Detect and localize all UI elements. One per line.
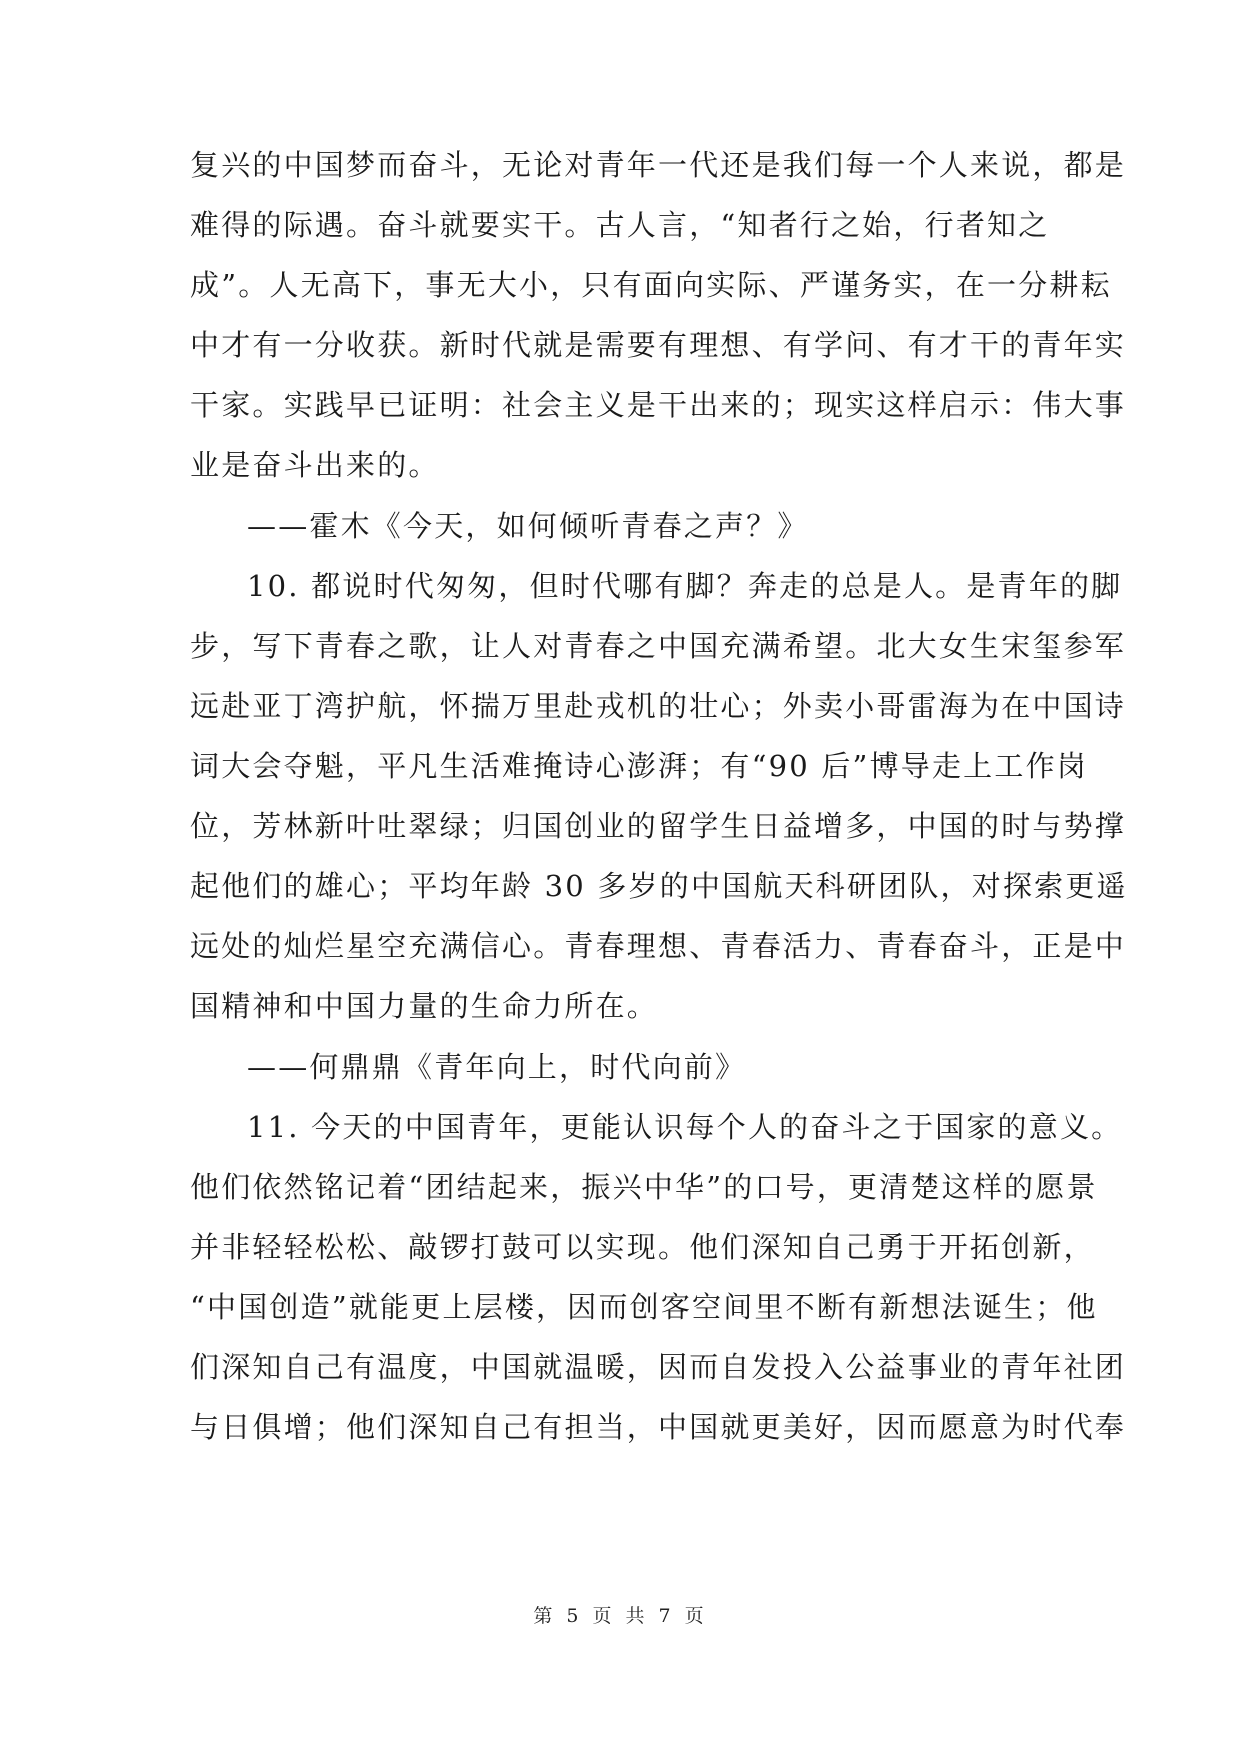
text-line: 难得的际遇。奋斗就要实干。古人言，“知者行之始，行者知之 — [190, 208, 1050, 242]
text-line: 并非轻轻松松、敲锣打鼓可以实现。他们深知自己勇于开拓创新， — [190, 1230, 1095, 1264]
text-line: 远赴亚丁湾护航，怀揣万里赴戎机的壮心；外卖小哥雷海为在中国诗 — [190, 689, 1127, 723]
paragraph-start-10: 10. 都说时代匆匆，但时代哪有脚？奔走的总是人。是青年的脚 — [247, 569, 1123, 603]
text-line: 起他们的雄心；平均年龄 30 多岁的中国航天科研团队，对探索更遥 — [190, 869, 1128, 903]
quote-attribution: ——霍木《今天，如何倾听青春之声？》 — [247, 509, 809, 543]
text-line: 干家。实践早已证明：社会主义是干出来的；现实这样启示：伟大事 — [190, 388, 1127, 422]
text-line: 中才有一分收获。新时代就是需要有理想、有学问、有才干的青年实 — [190, 328, 1127, 362]
quote-attribution: ——何鼎鼎《青年向上，时代向前》 — [247, 1050, 747, 1084]
text-line: 国精神和中国力量的生命力所在。 — [190, 989, 659, 1023]
text-line: 步，写下青春之歌，让人对青春之中国充满希望。北大女生宋玺参军 — [190, 629, 1127, 663]
paragraph-start-11: 11. 今天的中国青年，更能认识每个人的奋斗之于国家的意义。 — [247, 1110, 1123, 1144]
text-line: 词大会夺魁，平凡生活难掩诗心澎湃；有“90 后”博导走上工作岗 — [190, 749, 1088, 783]
text-line: 远处的灿烂星空充满信心。青春理想、青春活力、青春奋斗，正是中 — [190, 929, 1127, 963]
page-number-footer: 第 5 页 共 7 页 — [533, 1605, 708, 1627]
text-line: 与日俱增；他们深知自己有担当，中国就更美好，因而愿意为时代奉 — [190, 1410, 1127, 1444]
text-line: 位，芳林新叶吐翠绿；归国创业的留学生日益增多，中国的时与势撑 — [190, 809, 1127, 843]
text-line: 复兴的中国梦而奋斗，无论对青年一代还是我们每一个人来说，都是 — [190, 148, 1127, 182]
text-line: 们深知自己有温度，中国就温暖，因而自发投入公益事业的青年社团 — [190, 1350, 1127, 1384]
text-line: 成”。人无高下，事无大小，只有面向实际、严谨务实，在一分耕耘 — [190, 268, 1112, 302]
text-line: 业是奋斗出来的。 — [190, 448, 440, 482]
text-line: “中国创造”就能更上层楼，因而创客空间里不断有新想法诞生；他 — [190, 1290, 1098, 1324]
text-line: 他们依然铭记着“团结起来，振兴中华”的口号，更清楚这样的愿景 — [190, 1170, 1098, 1204]
